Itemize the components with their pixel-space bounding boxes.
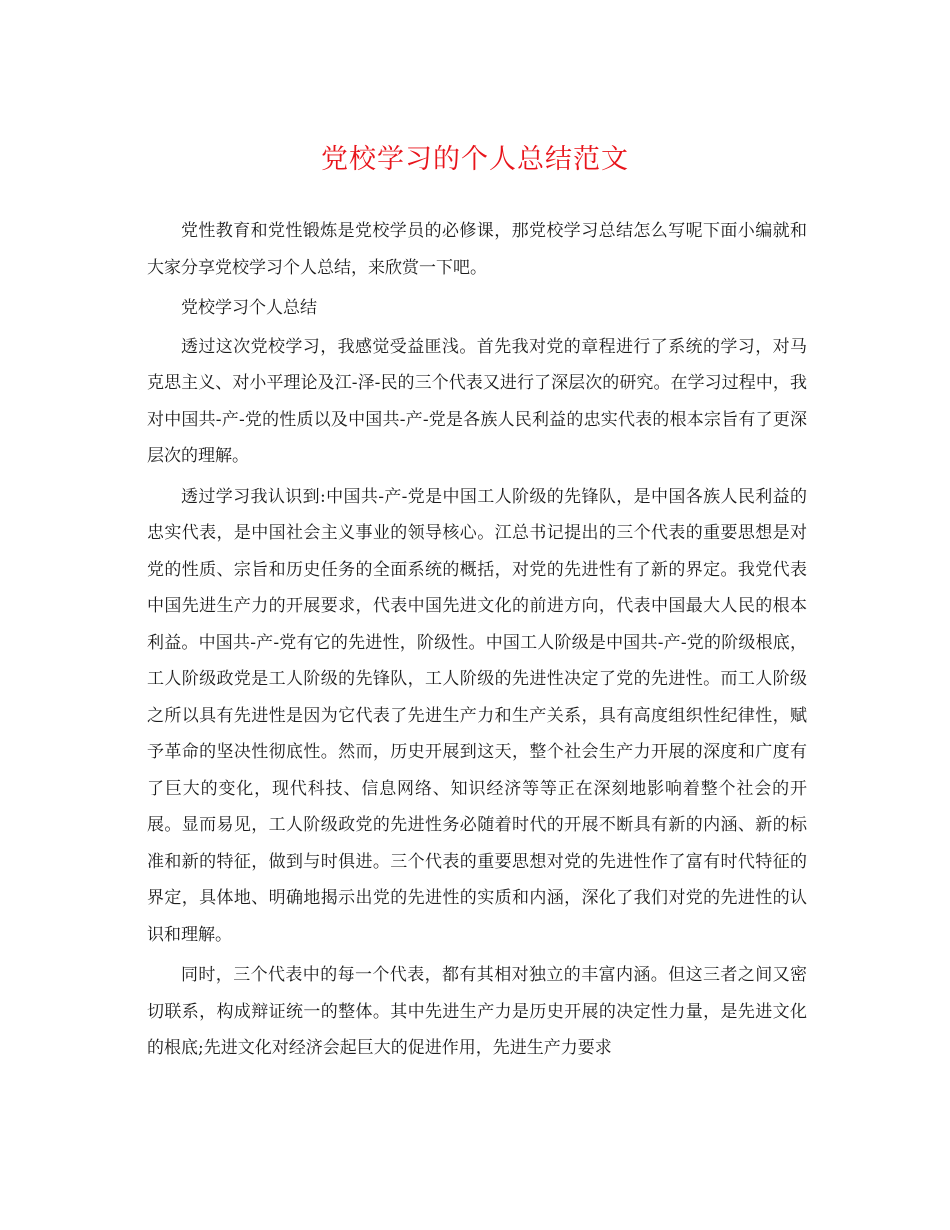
document-body <box>147 213 807 1071</box>
paragraph-2: 透过学习我认识到:中国共-产-党是中国工人阶级的先锋队，是中国各族人民利益的忠实代表，是中国社会主义事业的领导核心。江总书记提出的三个代表的重要思想是对党的性质、宗旨和历史任务的全面系统的概括，对党的先进性有了新的界定。我党代表中国先进生产力的开展要求，代表中国先进文化的前进方向，代表中国最大人民的根本利益。中国共-产-党有它的先进性，阶级性。中国工人阶级是中国共-产-党的阶级根底，工人阶级政党是工人阶级的先锋队，工人阶级的先进性决定了党的先进性。而工人阶级之所以具有先进性是因为它代表了先进生产力和生产关系，具有高度组织性纪律性，赋予革命的坚决性彻底性。然而，历史开展到这天，整个社会生产力开展的深度和广度有了巨大的变化，现代科技、信息网络、知识经济等等正在深刻地影响着整个社会的开展。显而易见，工人阶级政党的先进性务必随着时代的开展不断具有新的内涵、新的标准和新的特征，做到与时俱进。三个代表的重要思想对党的先进性作了富有时代特征的界定，具体地、明确地揭示出党的先进性的实质和内涵，深化了我们对党的先进性的认识和理解。 <box>147 486 807 945</box>
paragraph-1: 透过这次党校学习，我感觉受益匪浅。首先我对党的章程进行了系统的学习，对马克思主义、对小平理论及江-泽-民的三个代表又进行了深层次的研究。在学习过程中，我对中国共-产-党的性质以及中国共-产-党是各族人民利益的忠实代表的根本宗旨有了更深层次的理解。 <box>147 336 807 466</box>
section-heading: 党校学习个人总结 <box>181 298 317 318</box>
paragraph-3: 同时，三个代表中的每一个代表，都有其相对独立的丰富内涵。但这三者之间又密切联系，构成辩证统一的整体。其中先进生产力是历史开展的决定性力量，是先进文化的根底;先进文化对经济会起巨大的促进作用，先进生产力要求 <box>147 965 807 1058</box>
document-title: 党校学习的个人总结范文 <box>321 144 629 175</box>
paragraph-intro: 党性教育和党性锻炼是党校学员的必修课，那党校学习总结怎么写呢下面小编就和大家分享党校学习个人总结，来欣赏一下吧。 <box>147 221 807 278</box>
